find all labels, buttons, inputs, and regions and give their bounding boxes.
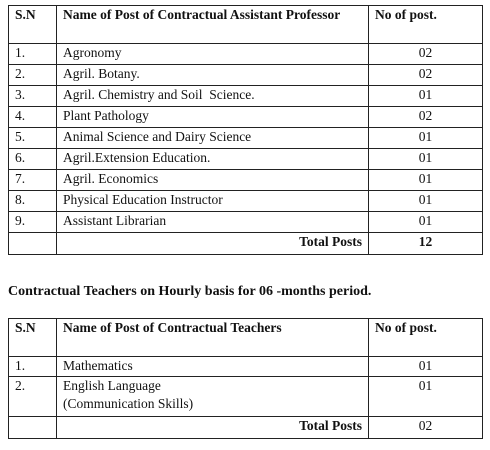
contractual-teachers-table: [8, 318, 483, 439]
row-sn: 2.: [9, 65, 57, 86]
row-sn: 2.: [9, 377, 57, 417]
table-header-row: [9, 6, 483, 44]
row-post-count: 01: [369, 149, 483, 170]
row-post-name: Agril.Extension Education.: [57, 149, 369, 170]
column-header-post-name: Name of Post of Contractual Teachers: [57, 319, 369, 357]
row-post-name: Physical Education Instructor: [57, 191, 369, 212]
row-sn: 9.: [9, 212, 57, 233]
row-post-count: 01: [369, 377, 483, 417]
total-posts-label: Total Posts: [57, 233, 369, 255]
column-header-no-of-post: No of post.: [369, 6, 483, 44]
total-row-empty-cell: [9, 417, 57, 439]
row-sn: 3.: [9, 86, 57, 107]
row-post-count: 02: [369, 107, 483, 128]
table-row: [9, 212, 483, 233]
table-row: [9, 377, 483, 417]
row-post-count: 01: [369, 170, 483, 191]
column-header-sn: S.N: [9, 319, 57, 357]
row-sn: 6.: [9, 149, 57, 170]
row-post-name: Assistant Librarian: [57, 212, 369, 233]
row-post-name: Mathematics: [57, 357, 369, 377]
row-post-name: Animal Science and Dairy Science: [57, 128, 369, 149]
row-sn: 1.: [9, 44, 57, 65]
table-row: [9, 86, 483, 107]
row-post-count: 01: [369, 86, 483, 107]
row-sn: 7.: [9, 170, 57, 191]
row-post-count: 01: [369, 212, 483, 233]
row-post-name: English Language (Communication Skills): [57, 377, 369, 417]
row-post-name: Agril. Botany.: [57, 65, 369, 86]
row-sn: 5.: [9, 128, 57, 149]
row-post-name: Agril. Economics: [57, 170, 369, 191]
row-sn: 8.: [9, 191, 57, 212]
table-row: [9, 44, 483, 65]
row-post-count: 01: [369, 191, 483, 212]
table-row: [9, 191, 483, 212]
table-row: [9, 65, 483, 86]
column-header-post-name: Name of Post of Contractual Assistant Professor: [57, 6, 369, 44]
section-heading: Contractual Teachers on Hourly basis for 06 -months period.: [8, 284, 372, 299]
row-post-count: 01: [369, 128, 483, 149]
row-sn: 4.: [9, 107, 57, 128]
total-row: [9, 233, 483, 255]
total-posts-value: 02: [369, 417, 483, 439]
table-row: [9, 128, 483, 149]
row-post-name: Plant Pathology: [57, 107, 369, 128]
table-row: [9, 170, 483, 191]
column-header-sn: S.N: [9, 6, 57, 44]
row-post-count: 01: [369, 357, 483, 377]
row-post-count: 02: [369, 44, 483, 65]
table-row: [9, 149, 483, 170]
row-post-name: Agronomy: [57, 44, 369, 65]
column-header-no-of-post: No of post.: [369, 319, 483, 357]
total-posts-label: Total Posts: [57, 417, 369, 439]
table-row: [9, 107, 483, 128]
row-post-name: Agril. Chemistry and Soil Science.: [57, 86, 369, 107]
total-row-empty-cell: [9, 233, 57, 255]
table-row: [9, 357, 483, 377]
total-posts-value: 12: [369, 233, 483, 255]
row-sn: 1.: [9, 357, 57, 377]
table-header-row: [9, 319, 483, 357]
contractual-assistant-professor-table: [8, 5, 483, 255]
total-row: [9, 417, 483, 439]
row-post-count: 02: [369, 65, 483, 86]
